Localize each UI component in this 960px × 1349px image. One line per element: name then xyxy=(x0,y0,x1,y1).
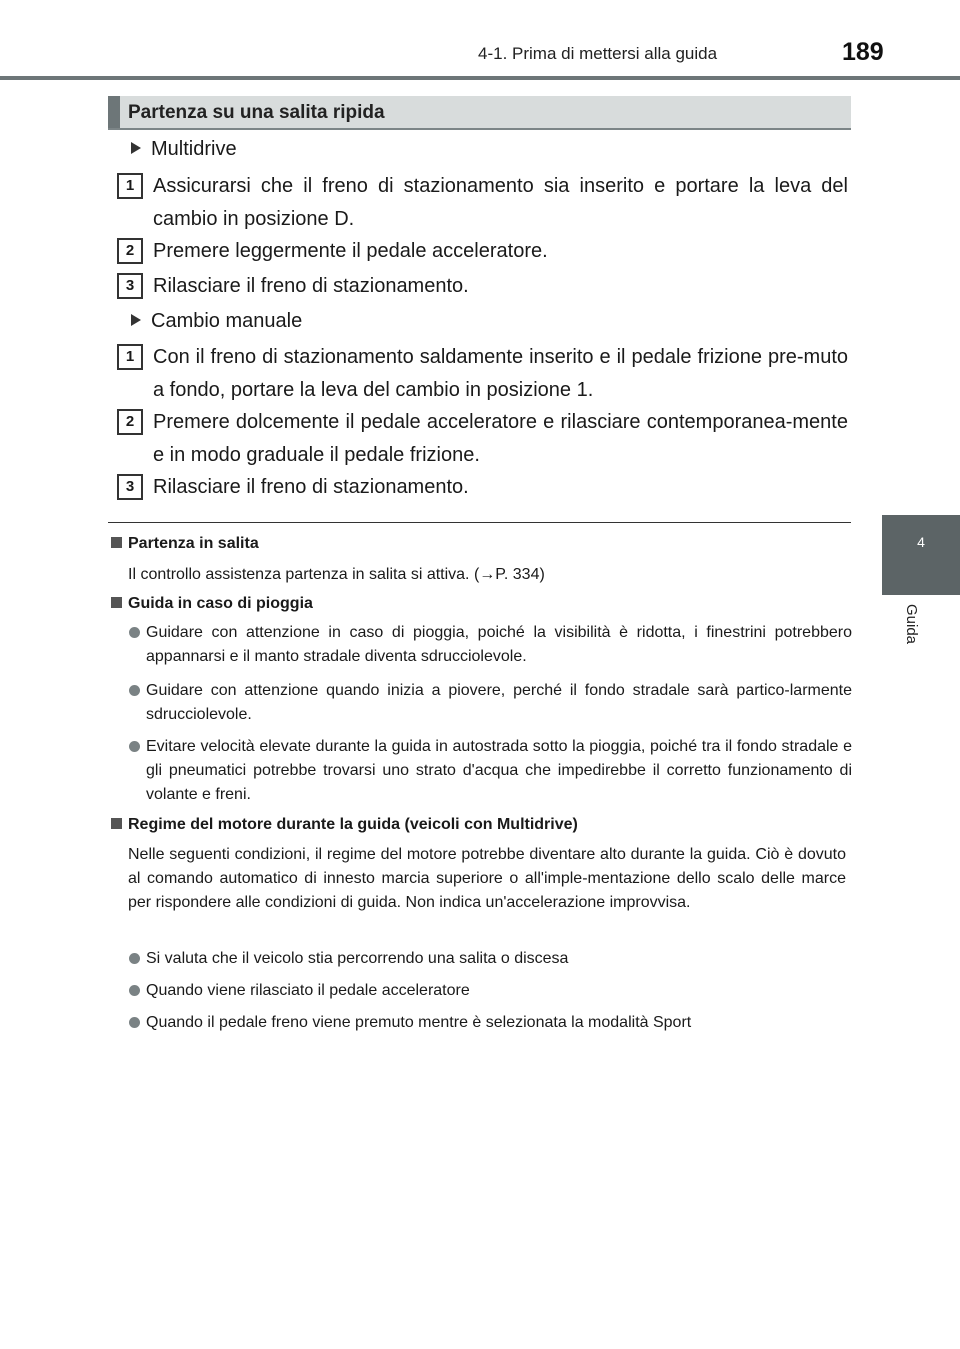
circle-bullet-icon xyxy=(129,685,140,696)
step-number-box: 1 xyxy=(117,344,143,370)
circle-bullet-icon xyxy=(129,627,140,638)
step-text: Assicurarsi che il freno di stazionamento sia inserito e portare la leva del cambio in posizione D. xyxy=(153,175,848,230)
square-bullet-icon xyxy=(111,597,122,608)
note-heading-text: Partenza in salita xyxy=(128,535,259,552)
header-section-title: 4-1. Prima di mettersi alla guida xyxy=(478,44,718,63)
step-number-box: 2 xyxy=(117,409,143,435)
triangle-bullet-icon xyxy=(131,142,141,154)
subsection-heading: Multidrive xyxy=(151,138,237,160)
note-body: Nelle seguenti condizioni, il regime del motore potrebbe diventare alto durante la guida. Ciò è dovuto al comando automatico di innesto marcia superiore o all'imple-mentazione dello scalo delle marce per rispondere alle condizioni di guida. Non indica un'accelerazione improvvisa. xyxy=(128,846,846,911)
step-text: Premere leggermente il pedale acceleratore. xyxy=(153,240,548,262)
circle-bullet-icon xyxy=(129,953,140,964)
circle-bullet-icon xyxy=(129,741,140,752)
header-rule xyxy=(0,76,960,80)
section-header-underline xyxy=(108,128,851,130)
subsection-multidrive xyxy=(131,138,237,161)
subsection-heading: Cambio manuale xyxy=(151,310,303,332)
note-heading-text: Guida in caso di pioggia xyxy=(128,595,313,612)
circle-bullet-icon xyxy=(129,1017,140,1028)
chapter-label: Guida xyxy=(903,604,920,645)
note-heading-rain xyxy=(111,595,313,613)
step-number-box: 3 xyxy=(117,474,143,500)
chapter-number: 4 xyxy=(917,534,925,550)
section-header-accent xyxy=(108,96,120,130)
step-text: Con il freno di stazionamento saldamente inserito e il pedale frizione pre-muto a fondo, portare la leva del cambio in posizione 1. xyxy=(153,346,848,401)
chapter-tab xyxy=(882,515,960,595)
bullet-text: Quando viene rilasciato il pedale acceleratore xyxy=(146,982,470,999)
square-bullet-icon xyxy=(111,537,122,548)
bullet-text: Si valuta che il veicolo stia percorrendo una salita o discesa xyxy=(146,950,569,967)
step-number-box: 2 xyxy=(117,238,143,264)
note-heading-engine-speed xyxy=(111,816,578,834)
note-body: Il controllo assistenza partenza in salita si attiva. (→P. 334) xyxy=(128,566,545,583)
section-title: Partenza su una salita ripida xyxy=(128,102,385,123)
square-bullet-icon xyxy=(111,818,122,829)
step-text: Premere dolcemente il pedale acceleratore e rilasciare contemporanea-mente e in modo graduale il pedale frizione. xyxy=(153,411,848,466)
notes-divider xyxy=(108,522,851,523)
step-number-box: 3 xyxy=(117,273,143,299)
step-text: Rilasciare il freno di stazionamento. xyxy=(153,476,469,498)
circle-bullet-icon xyxy=(129,985,140,996)
note-heading-hill-start xyxy=(111,535,259,553)
page-number: 189 xyxy=(842,38,884,66)
note-heading-text: Regime del motore durante la guida (veicoli con Multidrive) xyxy=(128,816,578,833)
bullet-text: Guidare con attenzione in caso di pioggia, poiché la visibilità è ridotta, i finestrini potrebbero appannarsi e il manto stradale diventa sdrucciolevole. xyxy=(146,624,852,665)
bullet-text: Guidare con attenzione quando inizia a piovere, perché il fondo stradale sarà partico-larmente sdrucciolevole. xyxy=(146,682,852,723)
bullet-text: Evitare velocità elevate durante la guida in autostrada sotto la pioggia, poiché tra il fondo stradale e gli pneumatici potrebbe trovarsi uno strato d'acqua che impedirebbe il corretto funzionamento di volante e freni. xyxy=(146,738,852,803)
chapter-label-container xyxy=(900,604,920,664)
step-number-box: 1 xyxy=(117,173,143,199)
step-text: Rilasciare il freno di stazionamento. xyxy=(153,275,469,297)
triangle-bullet-icon xyxy=(131,314,141,326)
subsection-manual xyxy=(131,310,302,333)
bullet-text: Quando il pedale freno viene premuto mentre è selezionata la modalità Sport xyxy=(146,1014,692,1031)
